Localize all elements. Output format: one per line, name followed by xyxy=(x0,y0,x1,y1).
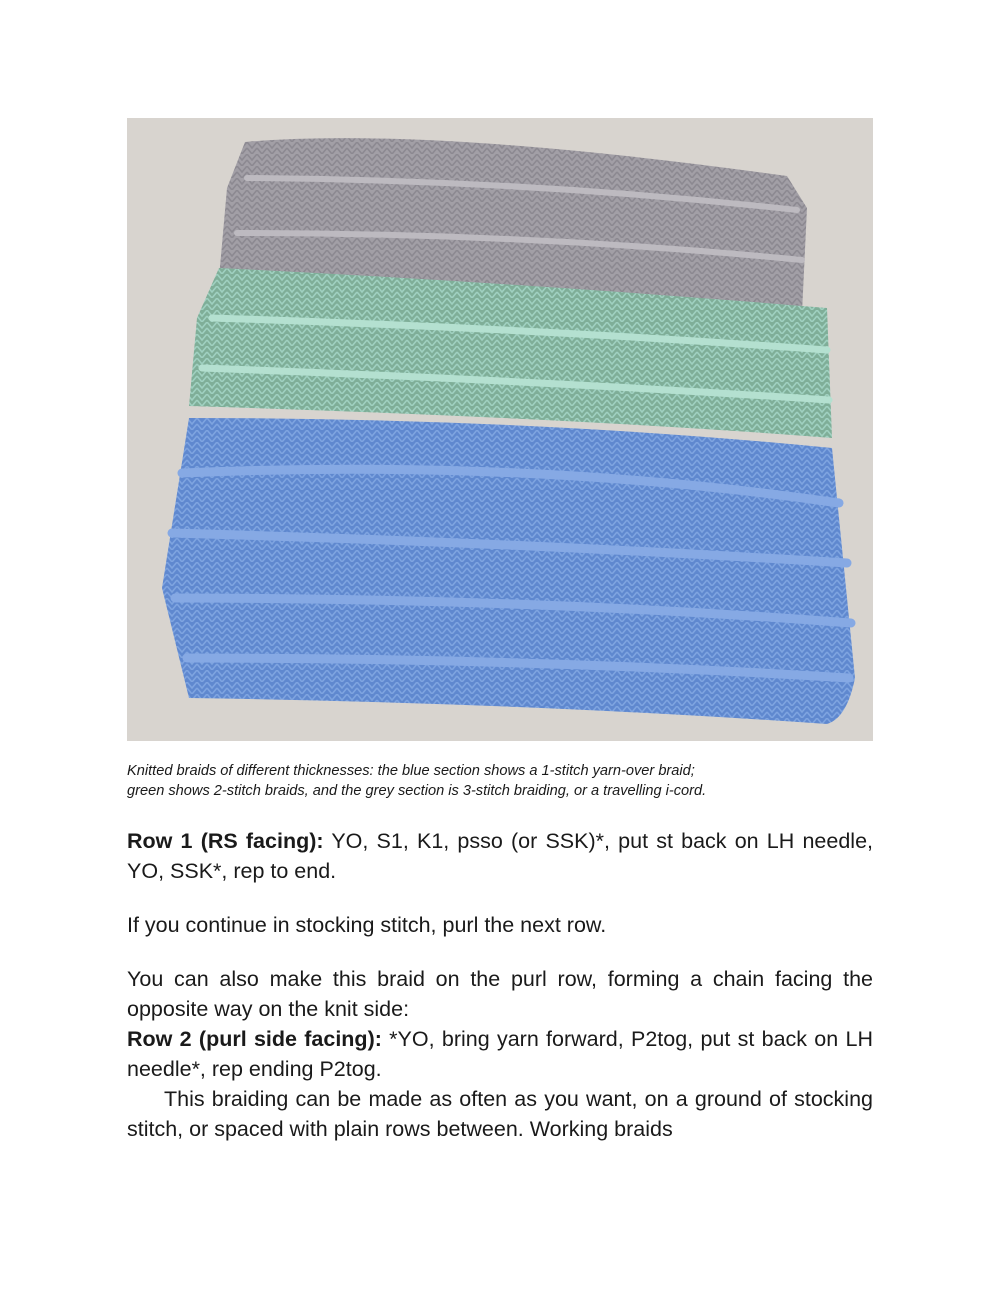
paragraph: If you continue in stocking stitch, purl the next row. xyxy=(127,913,607,937)
row1-instruction xyxy=(127,826,873,886)
knitted-swatch-illustration xyxy=(127,118,873,741)
caption-line: green shows 2-stitch braids, and the grey section is 3-stitch braiding, or a travelling i-cord. xyxy=(127,783,707,799)
row1-text: YO, S1, K1, psso (or SSK)*, put st back on LH needle, YO, SSK*, rep to end. xyxy=(127,829,874,883)
body-text xyxy=(127,826,873,1144)
paragraph: You can also make this braid on the purl row, forming a chain facing the opposite way on the knit side: xyxy=(127,967,873,1021)
blue-section xyxy=(162,418,855,724)
figure-caption xyxy=(127,761,887,801)
row2-text: *YO, bring yarn forward, P2tog, put st back on LH needle*, rep ending P2tog. xyxy=(127,1027,873,1081)
row2-instruction xyxy=(127,1024,873,1084)
row2-label: Row 2 (purl side facing): xyxy=(127,1027,382,1051)
knitted-swatch-photo xyxy=(127,118,873,741)
paragraph: This braiding can be made as often as you want, on a ground of stocking stitch, or spaced with plain rows between. Working braids xyxy=(127,1087,873,1141)
caption-line: Knitted braids of different thicknesses: the blue section shows a 1-stitch yarn-over braid; xyxy=(127,763,695,779)
row1-label: Row 1 (RS facing): xyxy=(127,829,324,853)
